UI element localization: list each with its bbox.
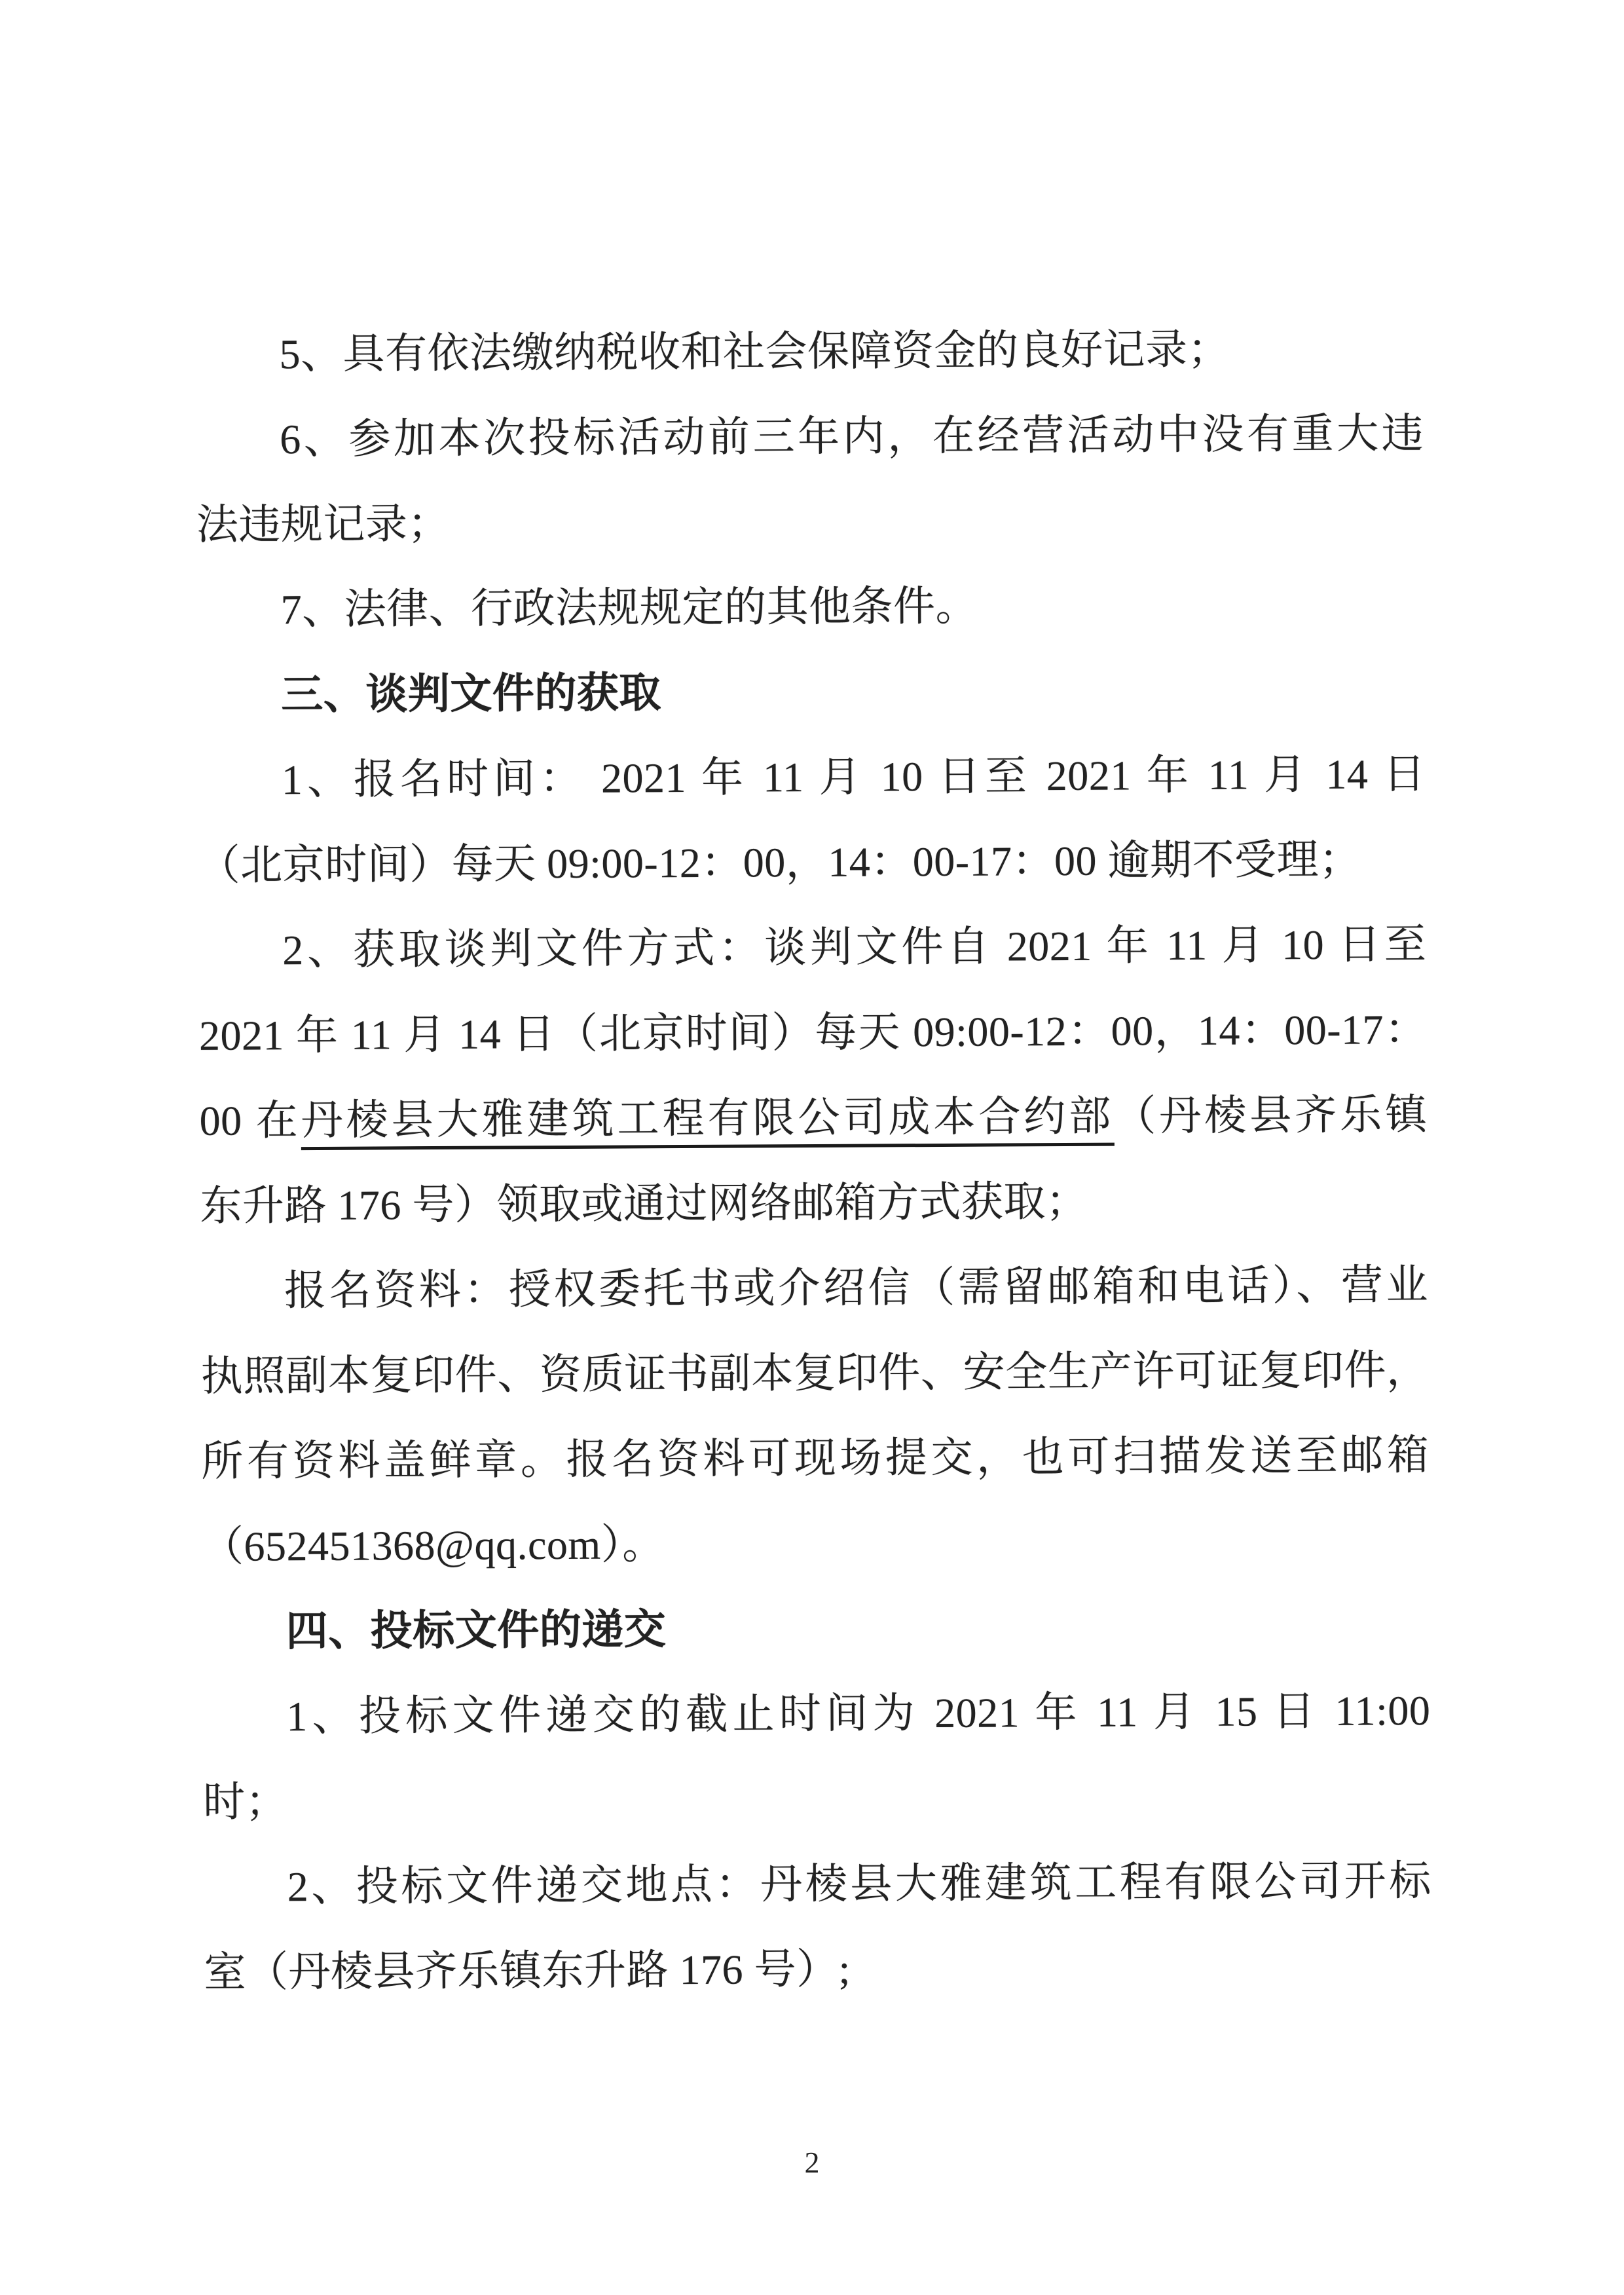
text-line: 1、报名时间： 2021 年 11 月 10 日至 2021 年 11 月 14 日	[281, 751, 1426, 804]
text-line: 东升路 176 号）领取或通过网络邮箱方式获取；	[200, 1178, 1088, 1229]
text-line: 7、法律、行政法规规定的其他条件。	[280, 582, 978, 633]
underlined-text: 丹棱县大雅建筑工程有限公司成本合约部	[301, 1093, 1114, 1151]
text-line: 执照副本复印件、资质证书副本复印件、安全生产许可证复印件，	[200, 1347, 1429, 1400]
text-line: 2、获取谈判文件方式：谈判文件自 2021 年 11 月 10 日至	[282, 921, 1427, 974]
text-line: （652451368@qq.com）。	[201, 1521, 665, 1570]
text-line: 室（丹棱县齐乐镇东升路 176 号）;	[204, 1945, 851, 1996]
text-segment: 00 在	[199, 1097, 301, 1144]
text-line: 法违规记录；	[196, 500, 451, 548]
text-line	[199, 1072, 1428, 1164]
text-line: 6、参加本次投标活动前三年内，在经营活动中没有重大违	[280, 410, 1424, 463]
text-line: 2021 年 11 月 14 日（北京时间）每天 09:00-12：00，14：00-17：	[198, 1006, 1428, 1059]
text-line: （北京时间）每天 09:00-12：00，14：00-17：00 逾期不受理；	[198, 836, 1361, 889]
text-line: 5、具有依法缴纳税收和社会保障资金的良好记录；	[279, 326, 1230, 378]
document-body	[195, 306, 1432, 2015]
text-line: 1、投标文件递交的截止时间为 2021 年 11 月 15 日 11:00	[286, 1687, 1431, 1740]
text-segment: （丹棱县齐乐镇	[1114, 1091, 1428, 1140]
text-line: 报名资料：授权委托书或介绍信（需留邮箱和电话）、营业	[284, 1261, 1429, 1315]
section-heading: 四、投标文件的递交	[286, 1606, 667, 1655]
page-number: 2	[804, 2146, 820, 2179]
text-line: 所有资料盖鲜章。报名资料可现场提交，也可扫描发送至邮箱	[201, 1432, 1430, 1485]
section-heading: 三、谈判文件的获取	[281, 669, 661, 718]
text-line: 2、投标文件递交地点：丹棱县大雅建筑工程有限公司开标	[287, 1857, 1431, 1911]
text-line: 时；	[202, 1778, 288, 1825]
